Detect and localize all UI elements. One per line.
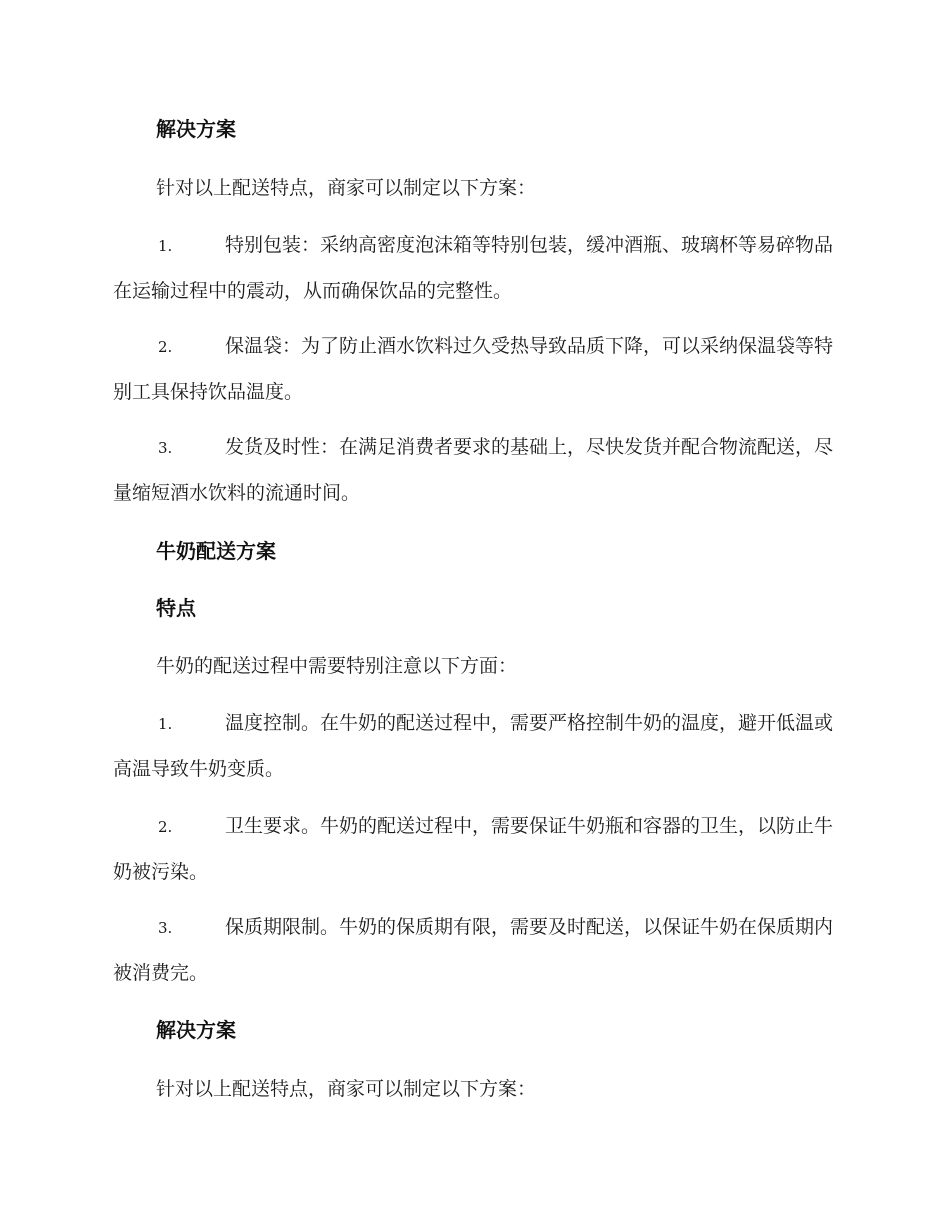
list-item [113,425,835,516]
list-item [113,701,835,792]
list-text: 卫生要求。牛奶的配送过程中，需要保证牛奶瓶和容器的卫生，以防止牛奶被污染。 [113,815,834,883]
list-text: 保温袋：为了防止酒水饮料过久受热导致品质下降，可以采纳保温袋等特别工具保持饮品温度。 [113,335,834,403]
list-number: 1. [158,715,173,733]
list-number: 2. [158,338,173,356]
list-text: 温度控制。在牛奶的配送过程中，需要严格控制牛奶的温度，避开低温或高温导致牛奶变质。 [113,712,834,780]
features-paragraph: 牛奶的配送过程中需要特别注意以下方面： [156,655,518,677]
list-number: 3. [158,919,173,937]
section-heading-solution-2: 解决方案 [156,1018,236,1042]
section-heading-solution: 解决方案 [156,117,236,141]
list-item [113,905,835,996]
list-text: 保质期限制。牛奶的保质期有限，需要及时配送，以保证牛奶在保质期内被消费完。 [113,916,834,984]
section-heading-features: 特点 [156,596,196,620]
list-number: 1. [158,237,173,255]
intro-paragraph: 针对以上配送特点，商家可以制定以下方案： [156,177,537,199]
list-text: 特别包装：采纳高密度泡沫箱等特别包装，缓冲酒瓶、玻璃杯等易碎物品在运输过程中的震动，从而确保饮品的完整性。 [113,234,834,302]
list-item [113,324,835,415]
list-number: 2. [158,818,173,836]
section-heading-milk-delivery: 牛奶配送方案 [156,539,276,563]
list-item [113,804,835,895]
list-item [113,223,835,314]
outro-paragraph: 针对以上配送特点，商家可以制定以下方案： [156,1078,537,1100]
list-number: 3. [158,439,173,457]
list-text: 发货及时性：在满足消费者要求的基础上，尽快发货并配合物流配送，尽量缩短酒水饮料的流通时间。 [113,436,834,504]
